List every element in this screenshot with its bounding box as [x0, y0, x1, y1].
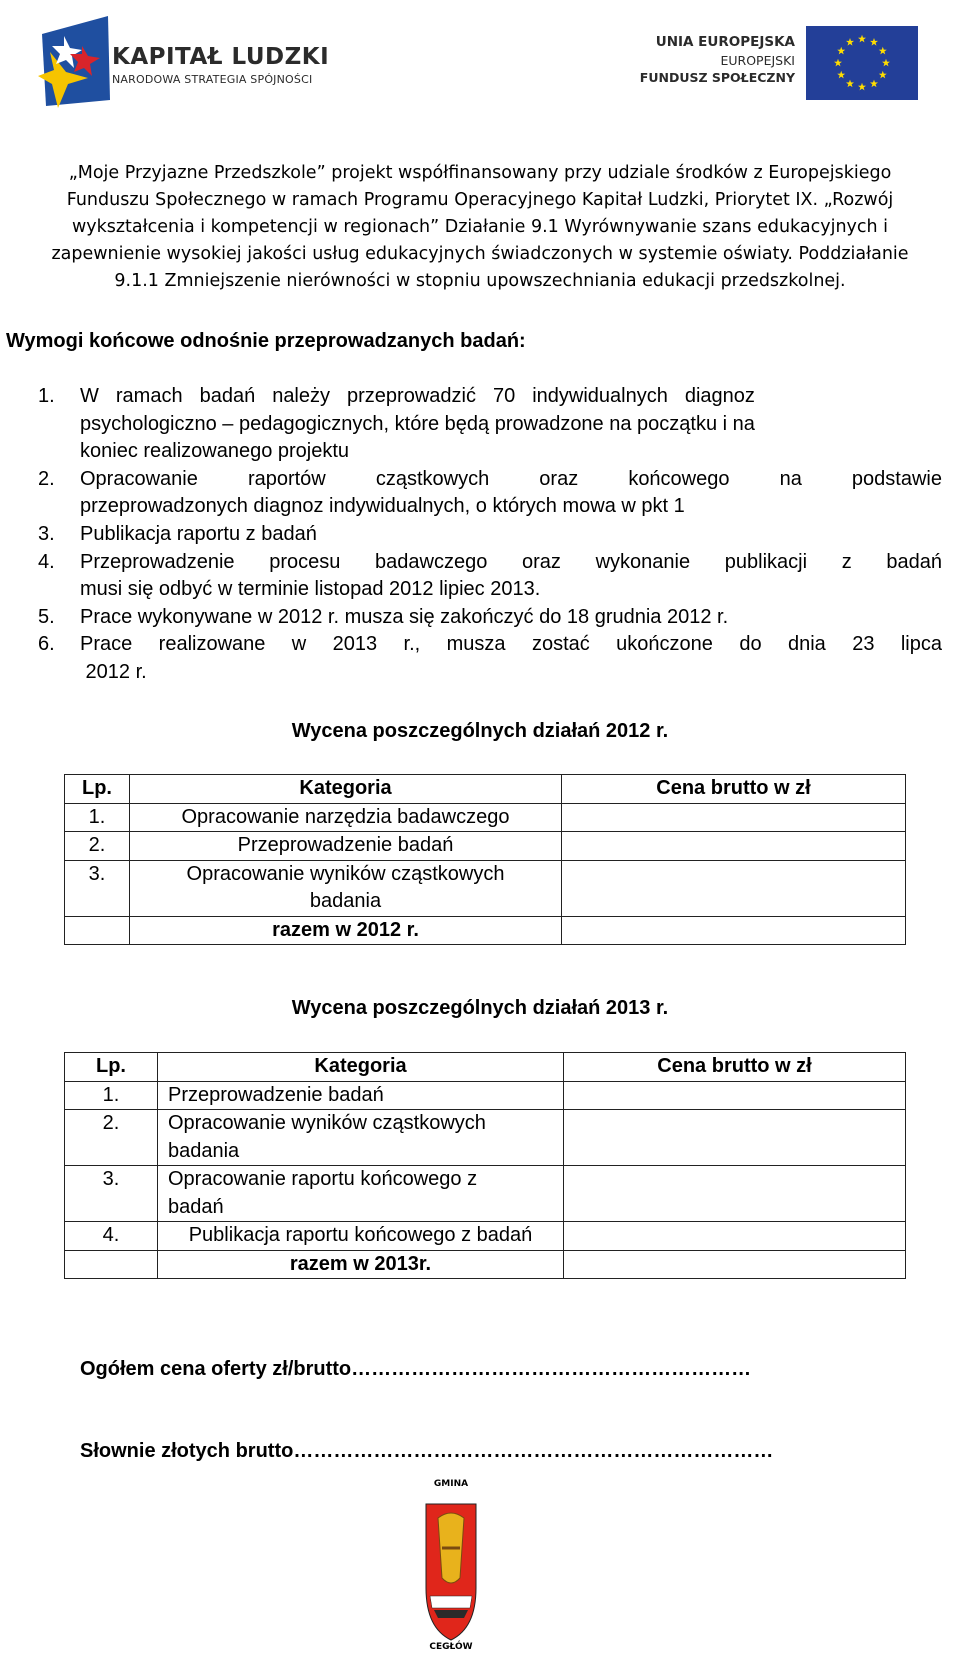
cell-price[interactable] — [562, 803, 906, 832]
cell-price[interactable] — [564, 1222, 906, 1251]
requirements-list — [38, 383, 942, 687]
column-header-category: Kategoria — [158, 1053, 564, 1082]
total-price[interactable] — [562, 916, 906, 945]
cell-lp: 2. — [65, 832, 130, 861]
kapital-ludzki-subtitle: NARODOWA STRATEGIA SPÓJNOŚCI — [112, 73, 313, 86]
table-row — [65, 860, 906, 916]
table-row — [65, 1166, 906, 1222]
requirement-item — [38, 521, 942, 549]
total-label: razem w 2012 r. — [130, 916, 562, 945]
table-total-row — [65, 916, 906, 945]
eu-text-line2: EUROPEJSKI — [720, 53, 795, 68]
column-header-price: Cena brutto w zł — [562, 775, 906, 804]
cell-category: Opracowanie narzędzia badawczego — [130, 803, 562, 832]
cell-category: Opracowanie wyników cząstkowych badania — [158, 1110, 564, 1166]
cell-price[interactable] — [562, 832, 906, 861]
requirement-line: Prace wykonywane w 2012 r. musza się zakończyć do 18 grudnia 2012 r. — [80, 605, 729, 628]
eu-flag-icon — [806, 26, 918, 100]
requirement-line: musi się odbyć w terminie listopad 2012 lipiec 2013. — [80, 578, 541, 601]
intro-line: Funduszu Społecznego w ramach Programu Operacyjnego Kapitał Ludzki, Priorytet IX. „Rozwój — [66, 190, 894, 210]
cell-price[interactable] — [564, 1110, 906, 1166]
cell-price[interactable] — [562, 860, 906, 916]
project-intro — [20, 160, 940, 295]
kapital-ludzki-name: KAPITAŁ LUDZKI — [112, 44, 330, 70]
table-row — [65, 1222, 906, 1251]
total-label: razem w 2013r. — [158, 1250, 564, 1279]
requirement-number: 5. — [38, 605, 55, 628]
cell-price[interactable] — [564, 1081, 906, 1110]
table-row — [65, 1110, 906, 1166]
requirement-number: 4. — [38, 550, 55, 573]
intro-line: 9.1.1 Zmniejszenie nierówności w stopniu upowszechniania edukacji przedszkolnej. — [114, 271, 846, 291]
requirement-number: 3. — [38, 522, 55, 545]
requirement-line: 2012 r. — [80, 660, 147, 683]
requirement-number: 6. — [38, 633, 55, 656]
cell-lp — [65, 916, 130, 945]
gmina-label: GMINA — [433, 1479, 469, 1489]
requirement-number: 1. — [38, 385, 55, 407]
cell-lp: 3. — [65, 1166, 158, 1222]
column-header-price: Cena brutto w zł — [564, 1053, 906, 1082]
pricing-table-2013 — [64, 1052, 906, 1279]
column-header-lp: Lp. — [65, 1053, 158, 1082]
intro-line: „Moje Przyjazne Przedszkole” projekt współfinansowany przy udziale środków z Europejskiego — [68, 163, 892, 183]
cell-lp: 1. — [65, 1081, 158, 1110]
requirement-item — [38, 466, 942, 521]
cell-category: Publikacja raportu końcowego z badań — [158, 1222, 564, 1251]
cell-lp: 4. — [65, 1222, 158, 1251]
table-header-row — [65, 775, 906, 804]
gmina-name-label: CEGŁÓW — [429, 1642, 473, 1652]
requirement-line: przeprowadzonych diagnoz indywidualnych, o których mowa w pkt 1 — [80, 495, 685, 518]
requirement-number: 2. — [38, 467, 55, 490]
requirement-line: psychologiczno – pedagogicznych, które będą prowadzone na początku i na — [80, 412, 755, 435]
pricing-2013-title: Wycena poszczególnych działań 2013 r. — [291, 997, 669, 1019]
requirement-line: Przeprowadzenie procesu badawczego oraz wykonanie publikacji z badań — [80, 550, 942, 573]
table-row — [65, 1081, 906, 1110]
total-offer-price-line[interactable]: Ogółem cena oferty zł/brutto…………………………………………………… — [80, 1358, 752, 1380]
cell-price[interactable] — [564, 1166, 906, 1222]
requirement-line: Prace realizowane w 2013 r., musza zostać ukończone do dnia 23 lipca — [80, 633, 942, 656]
gmina-ceglow-coat-of-arms — [420, 1478, 482, 1654]
requirement-item — [38, 549, 942, 604]
column-header-category: Kategoria — [130, 775, 562, 804]
table-row — [65, 803, 906, 832]
table-header-row — [65, 1053, 906, 1082]
requirement-item — [38, 383, 942, 466]
pricing-2012-title: Wycena poszczególnych działań 2012 r. — [291, 720, 669, 742]
requirement-line: koniec realizowanego projektu — [80, 440, 350, 463]
cell-category: Przeprowadzenie badań — [158, 1081, 564, 1110]
requirement-line: Opracowanie raportów cząstkowych oraz końcowego na podstawie — [80, 467, 942, 490]
table-row — [65, 832, 906, 861]
eu-text-line3: FUNDUSZ SPOŁECZNY — [639, 70, 795, 85]
cell-lp: 1. — [65, 803, 130, 832]
cell-lp: 2. — [65, 1110, 158, 1166]
cell-lp — [65, 1250, 158, 1279]
table-total-row — [65, 1250, 906, 1279]
eu-text-line1: UNIA EUROPEJSKA — [655, 34, 795, 50]
pricing-table-2012 — [64, 774, 906, 945]
price-in-words-line[interactable]: Słownie złotych brutto……………………………………………………………… — [80, 1440, 774, 1462]
column-header-lp: Lp. — [65, 775, 130, 804]
requirement-item — [38, 631, 942, 686]
total-price[interactable] — [564, 1250, 906, 1279]
cell-lp: 3. — [65, 860, 130, 916]
requirement-line: Publikacja raportu z badań — [80, 522, 317, 545]
cell-category: Opracowanie raportu końcowego z badań — [158, 1166, 564, 1222]
requirements-title: Wymogi końcowe odnośnie przeprowadzanych badań: — [6, 330, 526, 352]
requirement-line: W ramach badań należy przeprowadzić 70 indywidualnych diagnoz — [80, 385, 755, 407]
requirement-item — [38, 604, 942, 632]
cell-category: Opracowanie wyników cząstkowych badania — [130, 860, 562, 916]
cell-category: Przeprowadzenie badań — [130, 832, 562, 861]
intro-line: zapewnienie wysokiej jakości usług edukacyjnych świadczonych w systemie oświaty. Poddziałanie — [51, 244, 909, 264]
intro-line: wykształcenia i kompetencji w regionach” Działanie 9.1 Wyrównywanie szans edukacyjnych i — [71, 217, 889, 237]
